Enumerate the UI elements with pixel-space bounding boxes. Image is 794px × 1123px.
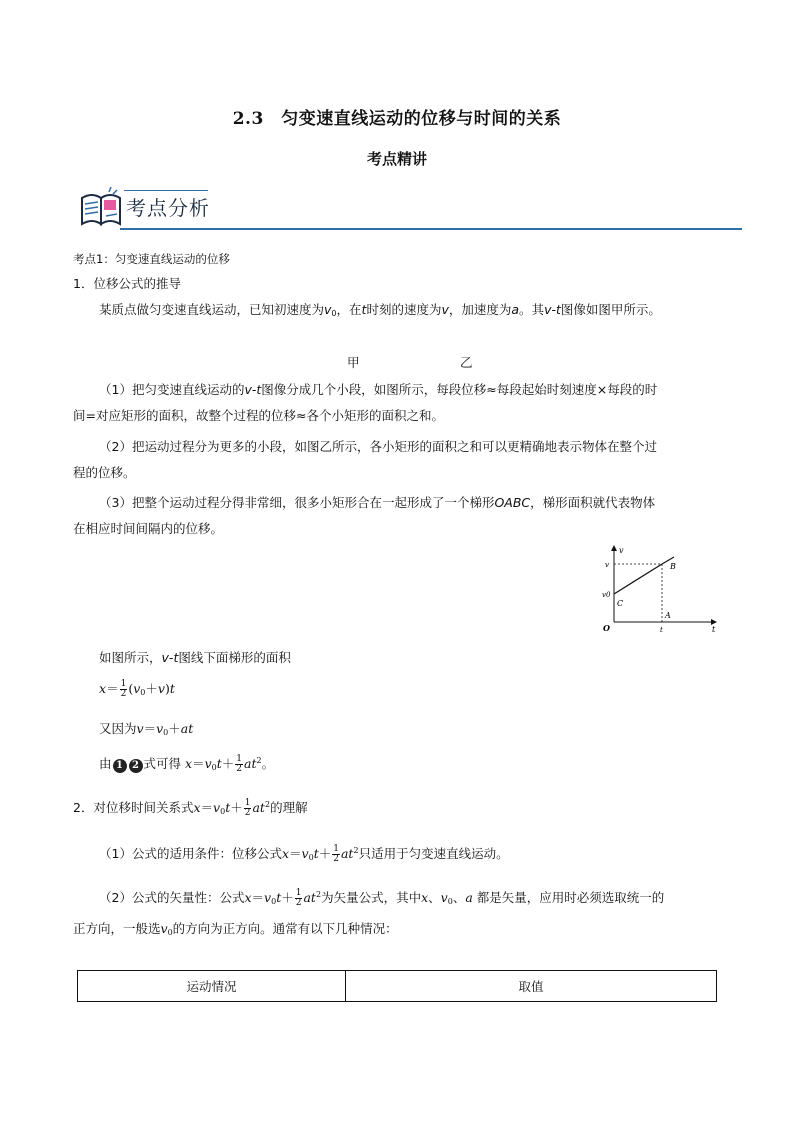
section2-condition: （1）公式的适用条件：位移公式$x=v_0t+$ $\frac{1}{2}$ $at^2$只适用于匀变速直线运动。 [99, 844, 509, 864]
formula-velocity: 又因为$v=v_0+at$ [99, 721, 194, 737]
v-axis-label: v [619, 546, 624, 555]
value-table [77, 970, 717, 1002]
origin-label: O [603, 623, 610, 633]
paragraph-2-line1: （2）把运动过程分为更多的小段，如图乙所示，各小矩形的面积之和可以更精确地表示物体在整个过 [99, 439, 657, 454]
table-header-row [78, 971, 717, 1002]
t-axis-label: t [712, 625, 716, 634]
banner-top-rule [124, 190, 208, 191]
paragraph-3-line2: 在相应时间间隔内的位移。 [73, 521, 224, 536]
t-tick-label: t [660, 626, 663, 634]
page-subtitle: 考点精讲 [366, 150, 427, 168]
point-b-label: B [670, 562, 676, 571]
figure-label-b: 乙 [460, 355, 473, 370]
intro-paragraph: 某质点做匀变速直线运动，已知初速度为$v_0$，在t时刻的速度为v，加速度为a。其v-t图像如图甲所示。 [99, 302, 661, 318]
circled-number-2: 2 [129, 759, 143, 773]
formula-displacement: 由 1 2 式可得 $x=v_0t+$ $\frac{1}{2}$ $at^2$。 [99, 754, 275, 774]
vt-trapezoid-graph [594, 542, 724, 638]
point-c-label: C [617, 599, 624, 608]
table-header-value: 取值 [346, 971, 717, 1002]
paragraph-1-line2: 间=对应矩形的面积，故整个过程的位移≈各个小矩形的面积之和。 [73, 408, 444, 423]
banner-label: 考点分析 [126, 196, 210, 220]
point1-heading: 考点1：匀变速直线运动的位移 [73, 252, 230, 266]
v0-tick-label: v0 [602, 591, 611, 599]
v-tick-label: v [605, 561, 609, 569]
section2-vector-line2: 正方向，一般选$v_0$的方向为正方向。通常有以下几种情况： [73, 921, 398, 937]
paragraph-1-line1: （1）把匀变速直线运动的v-t图像分成几个小段，如图所示，每段位移≈每段起始时刻速度×每段的时 [99, 382, 658, 397]
area-intro: 如图所示，v-t图线下面梯形的面积 [99, 650, 291, 665]
page-title: 2.3 匀变速直线运动的位移与时间的关系 [232, 109, 562, 129]
vt-line [614, 564, 662, 594]
paragraph-3-line1: （3）把整个运动过程分得非常细，很多小矩形合在一起形成了一个梯形OABC，梯形面积就代表物体 [99, 495, 656, 510]
formula-trapezoid-area: x＝ $\frac{1}{2}$ $(v_0+v)t$ [99, 679, 175, 699]
section2-vector-line1: （2）公式的矢量性：公式$x=v_0t+$ $\frac{1}{2}$ $at^2$为矢量公式，其中x、$v_0$、a 都是矢量，应用时必须选取统一的 [99, 888, 665, 908]
section-banner [76, 186, 742, 232]
circled-number-1: 1 [113, 759, 127, 773]
book-icon [78, 186, 124, 234]
section2-title: 2．对位移时间关系式$x=v_0t+$ $\frac{1}{2}$ $at^2$的理解 [73, 798, 308, 818]
section1-title: 1．位移公式的推导 [73, 276, 181, 291]
table-header-motion: 运动情况 [78, 971, 346, 1002]
paragraph-2-line2: 程的位移。 [73, 465, 136, 480]
banner-rule [120, 228, 742, 230]
point-a-label: A [665, 611, 671, 620]
figure-label-a: 甲 [347, 355, 360, 370]
